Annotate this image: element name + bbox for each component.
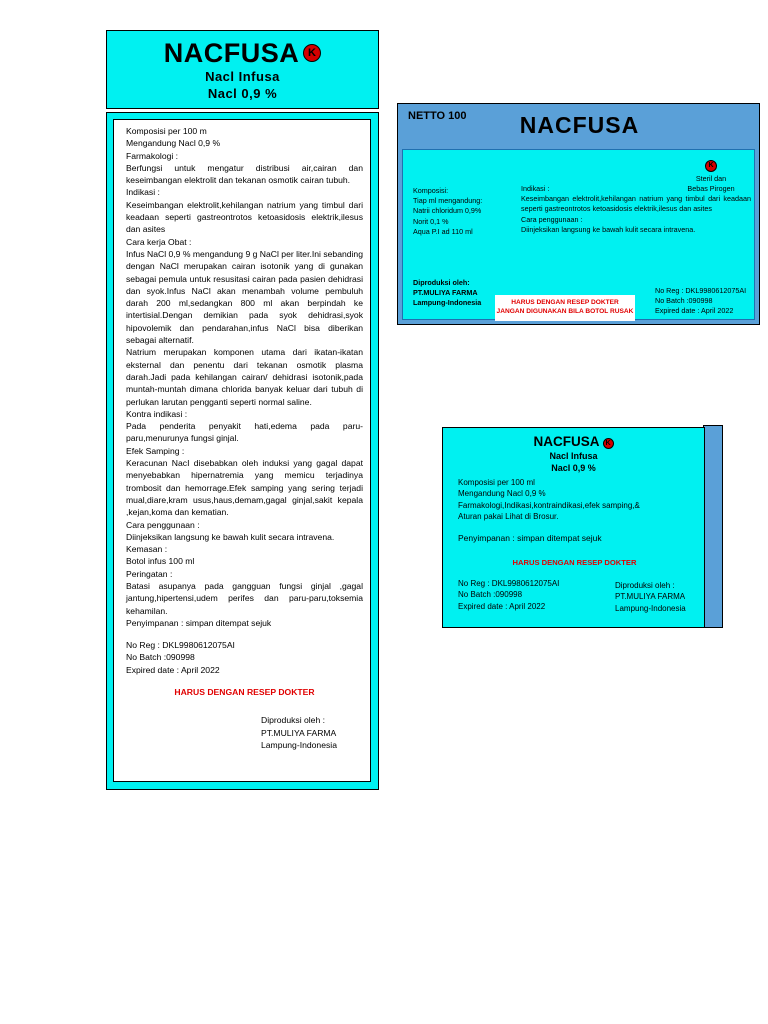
- producer-company: PT.MULIYA FARMA: [413, 288, 478, 298]
- komposisi-heading: Komposisi:: [413, 186, 449, 195]
- komposisi-line2: Natrii chloridum 0,9%: [413, 206, 482, 216]
- no-batch: No Batch :090998: [126, 652, 195, 663]
- producer-heading: Diproduksi oleh :: [261, 715, 326, 726]
- farmakologi-text: Berfungsi untuk mengatur distribusi air,cairan dan keseimbangan elektrolit dan tekanan osmotik cairan tubuh.: [126, 162, 363, 186]
- steril-line2: Bebas Pirogen: [687, 184, 735, 194]
- k-mark-icon: K: [705, 160, 717, 172]
- label3-subtitle1: Nacl Infusa: [549, 451, 598, 461]
- producer-location: Lampung-Indonesia: [413, 298, 482, 308]
- efek-heading: Efek Samping :: [126, 445, 185, 456]
- penyimpanan-text: Penyimpanan : simpan ditempat sejuk: [126, 617, 272, 628]
- producer-company: PT.MULIYA FARMA: [261, 727, 337, 738]
- no-reg: No Reg : DKL9980612075AI: [458, 579, 560, 588]
- cara-kerja-heading: Cara kerja Obat :: [126, 236, 192, 247]
- kontra-text: Pada penderita penyakit hati,edema pada paru-paru,menurunya fungsi ginjal.: [126, 421, 363, 444]
- indikasi-text: Keseimbangan elektrolit,kehilangan natrium yang timbul dari keadaan seperti gastreontrotos ketoasidosis elektrik,ilesus dan asites: [521, 194, 751, 214]
- komposisi-block: [458, 477, 698, 522]
- komposisi-line3: Farmakologi,Indikasi,kontraindikasi,efek samping,&: [458, 500, 640, 510]
- penyimpanan-text: Penyimpanan : simpan ditempat sejuk: [458, 533, 602, 543]
- kemasan-text: Botol infus 100 ml: [126, 556, 195, 567]
- label3-subtitle2: Nacl 0,9 %: [551, 463, 596, 473]
- expired-date: Expired date : April 2022: [126, 664, 220, 675]
- penggunaan-heading: Cara penggunaan :: [126, 519, 200, 530]
- komposisi-block: [413, 186, 513, 237]
- label1-brand-text: NACFUSA: [163, 38, 300, 68]
- prescription-warning: HARUS DENGAN RESEP DOKTER: [511, 299, 619, 306]
- no-reg: No Reg : DKL9980612075AI: [655, 286, 747, 295]
- komposisi-line2: Mengandung Nacl 0,9 %: [126, 138, 221, 149]
- komposisi-line1: Komposisi per 100 ml: [458, 478, 535, 487]
- expired-date: Expired date : April 2022: [458, 601, 546, 611]
- no-reg: No Reg : DKL9980612075AI: [126, 640, 235, 651]
- kontra-heading: Kontra indikasi :: [126, 408, 188, 419]
- efek-text: Keracunan NacI disebabkan oleh induksi yang gagal dapat menyebabkan hipernatremia yang memicu terjadinya trombosit dan hemorrage.Efek samping yang sering terjadi mual,diare,kram usus,haus,demam,gagal ginjal,sakit kepala ,kejan,koma dan kematian.: [126, 458, 363, 518]
- producer-heading: Diproduksi oleh :: [615, 581, 675, 590]
- label1-subtitle2: Nacl 0,9 %: [207, 86, 278, 101]
- k-mark-icon: K: [303, 44, 321, 62]
- komposisi-line2: Mengandung Nacl 0,9 %: [458, 489, 546, 499]
- label1-body-frame: [106, 112, 379, 790]
- label3-brand: [443, 434, 704, 450]
- producer-company: PT.MULIYA FARMA: [615, 592, 686, 602]
- producer-block: [413, 278, 503, 309]
- indikasi-text: Keseimbangan elektrolit,kehilangan natrium yang timbul dari keadaan seperti gastreontrotos ketoasidosis elektrik,ilesus dan asites: [126, 199, 363, 235]
- warning-box: [495, 295, 635, 321]
- expired-date: Expired date : April 2022: [655, 306, 734, 316]
- natrium-text: Natrium merupakan komponen utama dari ikatan-ikatan eksternal dan penentu dari tekanan osmotik plasma darah.Jadi pada kehilangan cairan/ dehidrasi isotonik,pada muntah-muntah dimana chlorida banyak keluar dari tubuh di perlukan larutan pengganti seperti normal saline.: [126, 347, 363, 407]
- netto-text: NETTO 100: [408, 110, 467, 122]
- kemasan-heading: Kemasan :: [126, 544, 168, 555]
- farmakologi-heading: Farmakologi :: [126, 150, 179, 161]
- komposisi-line1: Komposisi per 100 m: [126, 126, 207, 136]
- indikasi-block: [521, 184, 751, 235]
- peringatan-heading: Peringatan :: [126, 568, 173, 579]
- label1-brand: [107, 38, 378, 68]
- komposisi-line1: Tiap ml mengandung:: [413, 196, 483, 206]
- label3-brand-text: NACFUSA: [533, 434, 600, 449]
- registration-block: [458, 578, 598, 612]
- indikasi-heading: Indikasi :: [126, 187, 160, 198]
- komposisi-line3: Norit 0,1 %: [413, 216, 449, 226]
- prescription-warning: HARUS DENGAN RESEP DOKTER: [512, 558, 637, 567]
- label1-body-text: [113, 119, 371, 782]
- komposisi-line4: Aqua P.I ad 110 ml: [413, 226, 473, 236]
- producer-block: [615, 580, 705, 614]
- peringatan-text: Batasi asupanya pada gangguan fungsi ginjal ,gagal jantung,hipertensi,udem perifes dan paru-paru,toksemia kehamilan.: [126, 580, 363, 616]
- bottle-warning: JANGAN DIGUNAKAN BILA BOTOL RUSAK: [496, 308, 634, 315]
- komposisi-line4: Aturan pakai Lihat di Brosur.: [458, 511, 559, 521]
- label1-subtitle1: Nacl Infusa: [205, 69, 280, 84]
- prescription-warning: HARUS DENGAN RESEP DOKTER: [174, 687, 315, 698]
- producer-location: Lampung-Indonesia: [615, 603, 686, 613]
- producer-location: Lampung-Indonesia: [261, 739, 337, 750]
- label1-header: [106, 30, 379, 109]
- indikasi-heading: Indikasi :: [521, 184, 550, 193]
- cara-kerja-text: Infus NaCl 0,9 % mengandung 9 g NaCl per liter.Ini sebanding dengan NaCl merupakan cairan isotonik yang di gunakan sebagai pemula untuk resusitasi cairan pada pasien dehidrasi dan syok.Infus NaCl akan menambah volume pembuluh darah 200 ml,sedangkan 800 ml akan berpindah ke intertisial.Dengan demikian pada syok dehidrasi,syok hipovolemik dan pendarahan,infus NaCl bisa diberikan sebagai alternatif.: [126, 248, 363, 346]
- registration-block: [655, 286, 755, 317]
- label2-bottle-label: [397, 103, 760, 325]
- label2-inner-panel: [402, 149, 755, 320]
- k-mark-icon: K: [603, 438, 614, 449]
- label3-box-label: [442, 427, 705, 628]
- label2-brand: NACFUSA: [519, 112, 640, 138]
- cara-text: Diinjeksikan langsung ke bawah kulit secara intravena.: [521, 224, 696, 234]
- producer-heading: Diproduksi oleh:: [413, 278, 470, 287]
- penggunaan-text: Diinjeksikan langsung ke bawah kulit secara intravena.: [126, 531, 335, 542]
- steril-line1: Steril dan: [695, 174, 727, 183]
- label3-side-panel: [703, 425, 723, 628]
- cara-heading: Cara penggunaan :: [521, 214, 583, 224]
- no-batch: No Batch :090998: [458, 590, 523, 600]
- no-batch: No Batch :090998: [655, 296, 713, 306]
